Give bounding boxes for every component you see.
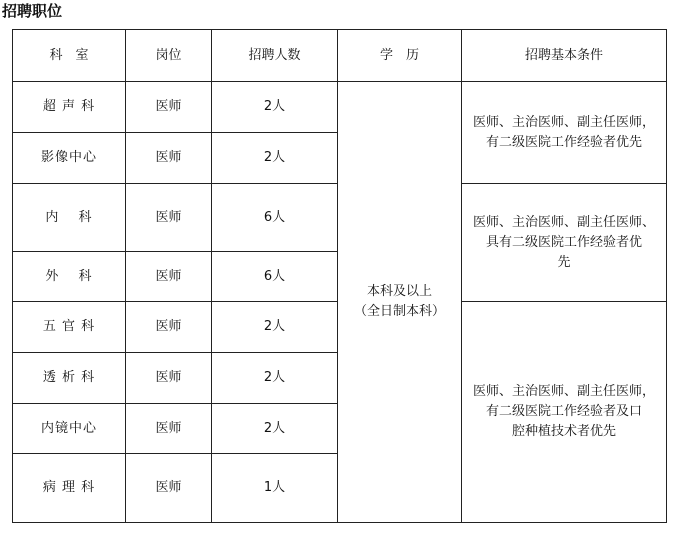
header-post: 岗位 <box>126 30 212 82</box>
dept-cell: 五 官 科 <box>13 302 126 353</box>
header-education: 学 历 <box>338 30 462 82</box>
count-cell: 6人 <box>212 184 338 252</box>
post-cell: 医师 <box>126 454 212 523</box>
dept-cell: 透 析 科 <box>13 353 126 404</box>
conditions-cell <box>462 302 667 523</box>
header-conditions: 招聘基本条件 <box>462 30 667 82</box>
post-cell: 医师 <box>126 252 212 302</box>
count-cell: 2人 <box>212 302 338 353</box>
condition-line: 腔种植技术者优先 <box>511 424 616 439</box>
condition-line: 医师、主治医师、副主任医师、 <box>472 214 655 230</box>
education-cell <box>338 82 462 523</box>
page-title: 招聘职位 <box>2 2 63 20</box>
dept-cell: 外 科 <box>13 252 126 302</box>
header-dept: 科 室 <box>13 30 126 82</box>
count-cell: 1人 <box>212 454 338 523</box>
post-cell: 医师 <box>126 184 212 252</box>
post-cell: 医师 <box>126 353 212 404</box>
post-cell: 医师 <box>126 302 212 353</box>
condition-line: 医师、主治医师、副主任医师， <box>472 384 655 399</box>
table-header-row <box>13 30 667 82</box>
conditions-cell <box>462 82 667 184</box>
dept-cell: 内镜中心 <box>13 404 126 454</box>
condition-line: 先 <box>557 254 571 270</box>
dept-cell: 病 理 科 <box>13 454 126 523</box>
count-cell: 2人 <box>212 353 338 404</box>
post-cell: 医师 <box>126 404 212 454</box>
table-row <box>13 82 667 133</box>
condition-line: 具有二级医院工作经验者优 <box>485 234 642 250</box>
condition-line: 有二级医院工作经验者及口 <box>485 404 642 419</box>
count-cell: 2人 <box>212 404 338 454</box>
condition-line: 医师、主治医师、副主任医师， <box>472 114 655 130</box>
dept-cell: 影像中心 <box>13 133 126 184</box>
conditions-cell <box>462 184 667 302</box>
count-cell: 6人 <box>212 252 338 302</box>
education-line: （全日制本科） <box>353 304 445 319</box>
education-line: 本科及以上 <box>366 284 432 299</box>
count-cell: 2人 <box>212 82 338 133</box>
count-cell: 2人 <box>212 133 338 184</box>
post-cell: 医师 <box>126 82 212 133</box>
dept-cell: 内 科 <box>13 184 126 252</box>
post-cell: 医师 <box>126 133 212 184</box>
header-count: 招聘人数 <box>212 30 338 82</box>
positions-table <box>12 29 667 523</box>
condition-line: 有二级医院工作经验者优先 <box>485 134 642 150</box>
dept-cell: 超 声 科 <box>13 82 126 133</box>
